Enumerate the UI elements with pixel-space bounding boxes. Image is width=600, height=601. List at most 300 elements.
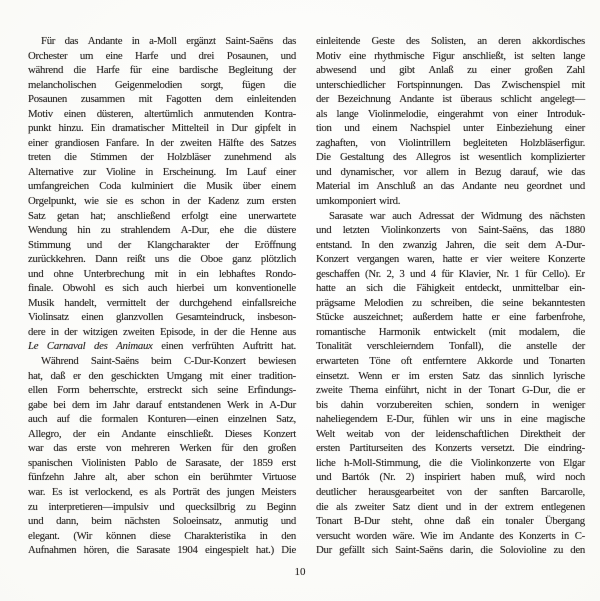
word: Klangcharakter <box>147 238 210 251</box>
word: nicht <box>426 384 447 397</box>
word: dere <box>28 325 46 338</box>
word: romantische <box>316 325 366 338</box>
word: Sarasate <box>136 544 170 557</box>
word: 3 <box>399 267 405 280</box>
word: an <box>423 180 433 193</box>
text-line <box>316 428 585 443</box>
word: extrem <box>505 500 534 513</box>
word: verlockend, <box>85 485 133 498</box>
text-line <box>28 442 296 457</box>
word: Mittelteil <box>171 122 209 135</box>
word: ersten <box>271 195 296 208</box>
word: das <box>282 35 296 47</box>
text-line <box>28 428 296 443</box>
word: A-Dur- <box>555 238 585 251</box>
word: Die <box>523 442 539 455</box>
word: 4 <box>430 267 436 280</box>
text-line <box>316 370 585 385</box>
word: und <box>316 224 332 237</box>
word: Elgar <box>563 456 585 469</box>
word: naheliegendem <box>316 413 378 426</box>
word: Töne <box>369 355 391 368</box>
word: sich <box>191 384 208 397</box>
word: anstelle <box>526 340 557 353</box>
word: zu <box>100 224 111 237</box>
text-line <box>316 471 585 486</box>
word: liche <box>316 456 336 469</box>
text-line <box>316 340 585 355</box>
word: elegant. <box>28 529 60 542</box>
word: schon <box>140 195 165 208</box>
word: von <box>370 136 386 149</box>
word: uns <box>154 253 169 266</box>
word: versucht <box>316 529 351 542</box>
word: sich <box>122 282 139 295</box>
word: Fortspinnungen. <box>396 78 463 91</box>
word: wesentlich <box>478 151 522 164</box>
word: einer <box>490 64 511 77</box>
word: auf <box>56 413 70 426</box>
word: begleiteten <box>463 136 508 149</box>
word: Saint-Saëns <box>225 35 273 47</box>
text-line <box>28 64 296 79</box>
text-line <box>316 210 585 225</box>
word: Henne <box>250 325 277 338</box>
word: Konzerte <box>547 253 585 266</box>
word: die <box>178 253 191 266</box>
word: Dur <box>316 544 332 557</box>
word: muß, <box>505 471 526 484</box>
text-line <box>316 515 585 530</box>
word: Barcarolle, <box>540 485 585 498</box>
word: ist <box>442 93 452 106</box>
word: Erscheinung. <box>162 165 216 178</box>
word: Andante <box>461 180 497 193</box>
word: ein <box>188 471 201 484</box>
word: Nachspiel <box>409 122 451 135</box>
word: Andante <box>121 427 156 440</box>
word: Zahl <box>566 64 585 77</box>
word: E-Dur, <box>386 413 414 426</box>
text-line <box>28 50 296 65</box>
word: die <box>283 78 296 91</box>
word: die <box>316 500 329 513</box>
word: spanischen <box>28 456 73 469</box>
word: waren, <box>407 253 435 266</box>
word: eine <box>105 49 123 62</box>
word: des <box>250 136 264 149</box>
word: erstreckt <box>147 384 182 397</box>
word: zweite <box>316 384 343 397</box>
word: Für <box>41 35 56 47</box>
word: Violintrillern <box>398 136 451 149</box>
word: Umgang <box>166 369 202 382</box>
word: haben <box>470 471 495 484</box>
word: tradition- <box>258 369 296 382</box>
word: Porträt <box>172 485 200 498</box>
word: schon <box>154 471 179 484</box>
word: der <box>572 340 585 353</box>
word: Erfindungs- <box>247 384 296 397</box>
word: einfallsreiche <box>242 296 296 309</box>
word: Wenn <box>358 369 383 382</box>
word: Es <box>51 485 63 498</box>
word: Satz, <box>276 413 296 426</box>
text-line <box>316 282 585 297</box>
word: In <box>361 238 370 251</box>
word: die <box>449 456 463 469</box>
word: für <box>441 267 454 280</box>
word: in <box>561 529 569 542</box>
word: auch <box>28 413 48 426</box>
word: zunehmend <box>224 151 272 164</box>
word: Anlaß <box>428 64 454 77</box>
word: ergänzt <box>186 35 216 47</box>
word: Satzes <box>270 136 296 149</box>
word: das <box>440 180 455 193</box>
word: ersten <box>316 442 340 455</box>
word: komplizierter <box>530 151 585 164</box>
word: als <box>316 107 328 120</box>
word: ein- <box>569 282 585 295</box>
word: entstand. <box>316 238 352 251</box>
word: beim <box>151 355 172 368</box>
word: den <box>243 442 258 455</box>
word: entferntere <box>422 355 467 368</box>
word: als <box>154 485 166 498</box>
word: rhythmische <box>374 49 425 62</box>
word: einer <box>230 369 252 382</box>
word: ohne <box>424 515 444 528</box>
word: Übergang <box>544 515 585 528</box>
word: war <box>28 442 44 455</box>
text-line <box>28 137 296 152</box>
word: mehreren <box>131 442 170 455</box>
word: und <box>344 122 360 135</box>
word: im <box>357 180 369 193</box>
word: er <box>577 384 585 397</box>
word: mit <box>209 369 224 382</box>
word: In <box>145 136 155 149</box>
word: des <box>412 442 426 455</box>
word: melancholischen <box>28 78 97 91</box>
word: hat. <box>281 340 296 353</box>
word: hin <box>77 224 91 237</box>
word: Melodien <box>364 296 404 309</box>
word: Klavier, <box>458 267 491 280</box>
word: fünfzehn <box>28 471 64 484</box>
word: dem <box>71 398 90 411</box>
word: gabe <box>28 398 48 411</box>
word: berühmter <box>210 471 252 484</box>
word: vier <box>486 253 502 266</box>
word: im <box>442 529 454 542</box>
word: fühlen <box>423 413 449 426</box>
word: die <box>79 413 92 426</box>
word: selten <box>531 49 555 62</box>
word: einem <box>271 180 296 193</box>
text-line <box>28 210 296 225</box>
word: einen <box>81 311 104 324</box>
word: schlicht <box>500 93 532 106</box>
word: er <box>470 253 479 266</box>
word: zum <box>246 195 265 208</box>
word: vermittelt <box>106 296 146 309</box>
word: ist <box>459 151 470 164</box>
word: drei <box>198 49 215 62</box>
word: die <box>232 325 245 338</box>
word: 1 <box>514 267 520 280</box>
word: seit <box>505 238 520 251</box>
word: Jahre <box>73 471 96 484</box>
word: Partiturseiten <box>349 442 403 455</box>
word: und <box>316 471 332 484</box>
word: Konzerts <box>518 529 556 542</box>
word: verschleierndem <box>366 340 434 353</box>
word: geschickten <box>111 369 159 382</box>
word: und <box>280 515 296 528</box>
word: der <box>187 195 201 208</box>
text-line <box>28 297 296 312</box>
word: der <box>230 456 244 469</box>
word: und <box>28 267 44 280</box>
word: schien, <box>444 398 474 411</box>
text-line <box>316 501 585 516</box>
word: aber <box>127 471 145 484</box>
word: Motiv <box>316 49 341 62</box>
word: überaus <box>460 93 492 106</box>
text-line <box>316 79 585 94</box>
word: lange <box>563 49 585 62</box>
word: Alternative <box>28 165 74 178</box>
word: grandiosen <box>54 136 100 149</box>
word: sinnlich <box>511 369 544 382</box>
word: Obwohl <box>62 282 96 295</box>
word: anmutig <box>234 515 268 528</box>
word: wäre. <box>392 529 415 542</box>
text-line <box>316 311 585 326</box>
word: das <box>539 224 554 237</box>
word: erste <box>76 442 96 455</box>
word: für <box>129 64 142 77</box>
word: letzten <box>342 224 370 237</box>
word: das <box>53 442 67 455</box>
word: Soloeinsatz, <box>172 515 222 528</box>
word: gipfelt <box>254 122 281 135</box>
word: einsetzt. <box>316 369 349 382</box>
word: hatte <box>442 253 463 266</box>
word: anmutenden <box>203 107 254 120</box>
word: an <box>477 35 487 47</box>
word: hierbei <box>176 282 205 295</box>
word: in <box>503 413 512 426</box>
word: der <box>316 93 329 106</box>
word: unter <box>463 122 484 135</box>
word: von <box>446 485 462 498</box>
word: zweiten <box>180 136 212 149</box>
word: darauf, <box>510 165 539 178</box>
word: der <box>72 427 86 440</box>
word: der <box>468 384 482 397</box>
text-line <box>316 50 585 65</box>
word: leidenschaftlichen <box>435 427 509 440</box>
word: um <box>213 282 227 295</box>
word: entlegenen <box>541 500 585 513</box>
word: Unterbrechung <box>83 267 145 280</box>
word: in <box>172 195 180 208</box>
word: die <box>64 151 77 164</box>
word: weitere <box>509 253 540 266</box>
word: wie <box>83 195 99 208</box>
word: vor <box>403 165 418 178</box>
word: Orchester <box>28 49 68 62</box>
word: dient <box>417 500 438 513</box>
word: dann, <box>56 515 79 528</box>
word: A-Dur, <box>180 224 210 237</box>
word: zurückkehren. <box>28 253 86 266</box>
word: C- <box>574 529 585 542</box>
word: in <box>50 325 59 338</box>
word: Stimmen <box>90 151 128 164</box>
word: ohne <box>53 267 74 280</box>
text-line <box>316 326 585 341</box>
word: Fähigkeit <box>416 282 455 295</box>
word: es <box>139 485 148 498</box>
word: Saint-Saëns, <box>478 224 529 237</box>
text-line <box>28 311 296 326</box>
word: Holzbläser <box>166 151 211 164</box>
word: zu <box>553 544 564 557</box>
word: im <box>95 398 107 411</box>
word: auch <box>392 209 412 222</box>
word: handelt, <box>64 296 97 309</box>
word: Wie <box>420 529 437 542</box>
word: Bezug <box>474 165 501 178</box>
word: noch <box>565 471 585 484</box>
text-line <box>316 457 585 472</box>
word: Lauf <box>246 165 267 178</box>
word: getan <box>57 209 79 222</box>
word: a-Moll <box>149 35 177 47</box>
word: und <box>159 500 175 513</box>
word: Die <box>316 151 331 164</box>
text-line <box>28 413 296 428</box>
word: in <box>200 325 209 338</box>
word: als <box>284 151 296 164</box>
word: aus <box>282 325 296 338</box>
word: wir <box>457 413 472 426</box>
text-line <box>316 384 585 399</box>
word: seine <box>502 296 524 309</box>
word: sie <box>106 195 118 208</box>
word: in <box>255 398 263 411</box>
word: kulminiert <box>131 180 174 193</box>
word: verfrühten <box>191 340 234 353</box>
word: großen <box>267 442 296 455</box>
word: Allegros <box>415 151 451 164</box>
word: bewiesen <box>258 355 296 368</box>
word: hatte <box>462 311 482 324</box>
word: vorzubereiten <box>376 398 432 411</box>
word: des <box>206 485 220 498</box>
word: Violinmelodie, <box>367 107 429 120</box>
word: daß <box>455 515 471 528</box>
word: erwarteten <box>316 355 359 368</box>
word: erfolgt <box>181 209 209 222</box>
word: und <box>569 180 585 193</box>
word: zu <box>28 500 38 513</box>
word: glanzvollen <box>115 311 164 324</box>
text-line <box>28 253 296 268</box>
word: Während <box>41 355 79 368</box>
word: sich <box>366 282 383 295</box>
word: auszeichnet; <box>353 311 404 324</box>
word: dem <box>215 93 233 106</box>
word: uns <box>480 413 495 426</box>
word: die <box>244 224 257 237</box>
word: einer <box>517 107 538 120</box>
text-line <box>316 399 585 414</box>
word: Adressat <box>418 209 454 222</box>
word: inspiriert <box>424 471 461 484</box>
word: weniger <box>552 398 585 411</box>
word: jungen <box>226 485 255 498</box>
text-line <box>28 268 296 283</box>
word: düstere <box>266 224 296 237</box>
word: zu <box>246 500 256 513</box>
text-line <box>28 384 296 399</box>
word: altertümlich <box>144 107 193 120</box>
word: sanften <box>499 485 529 498</box>
word: gefällt <box>339 544 365 557</box>
word: Tonalität <box>316 340 352 353</box>
word: dahin <box>340 398 364 411</box>
text-line <box>316 180 585 195</box>
word: bei <box>53 398 66 411</box>
word: einer <box>275 165 296 178</box>
word: insbeson- <box>257 311 296 324</box>
word: tion <box>316 122 332 135</box>
word: Konzert <box>263 427 296 440</box>
word: unmittelbar <box>512 282 559 295</box>
word: Orgelpunkt, <box>28 195 77 208</box>
text-line <box>316 239 585 254</box>
word: Tonart <box>488 384 515 397</box>
word: 1859 <box>252 456 273 469</box>
text-line <box>316 108 585 123</box>
word: Fanfare. <box>105 136 139 149</box>
word: die <box>393 282 406 295</box>
word: hören, <box>83 544 110 557</box>
word: Das <box>474 78 491 91</box>
word: Pablo <box>134 456 158 469</box>
word: und <box>280 49 296 62</box>
word: fügen <box>241 78 265 91</box>
word: ersten <box>428 369 453 382</box>
word: die <box>498 340 512 353</box>
word: einleitenden <box>246 93 296 106</box>
word: es <box>124 195 134 208</box>
word: zur <box>83 165 96 178</box>
word: und <box>170 49 186 62</box>
word: Oboe <box>200 253 223 266</box>
word: er <box>491 311 500 324</box>
word: Jahr <box>112 398 130 411</box>
text-column-left <box>28 35 296 559</box>
word: reißt <box>126 253 146 266</box>
text-line <box>316 151 585 166</box>
word: und <box>316 165 332 178</box>
